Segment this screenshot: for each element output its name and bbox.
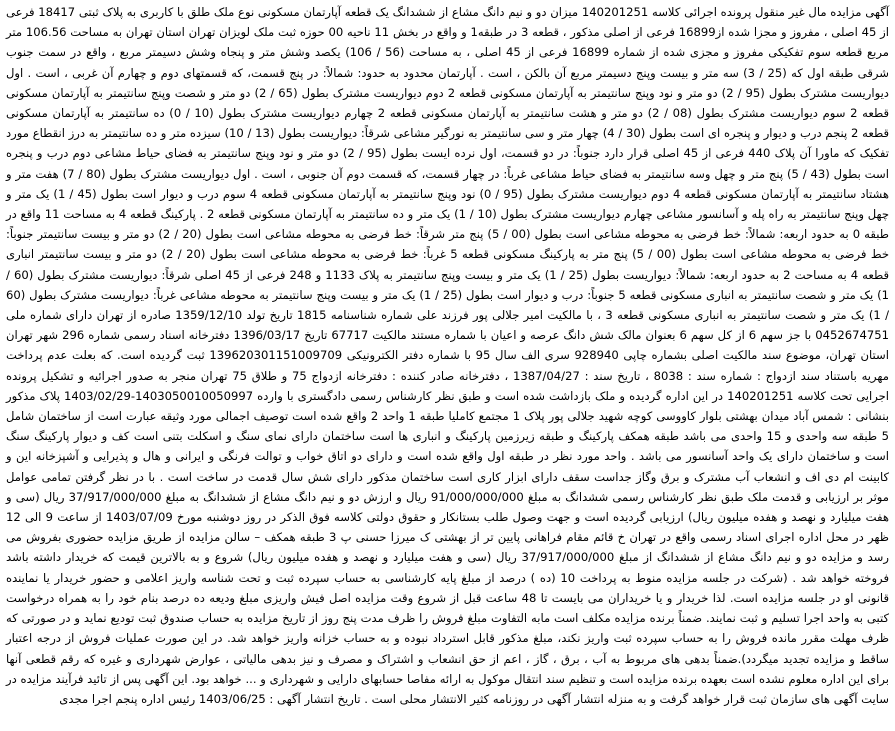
auction-notice-text: آگهی مزایده مال غیر منقول پرونده اجرائی کلاسه 140201251 میزان دو و نیم دانگ مشاع از ششدانگ یک قطعه آپارتمان مسکونی نوع ملک طلق با کاربری به پلاک ثبتی 18417 فرعی از 45 اصلی ، مفروز و مجزا شده از16899 فرعی از اصلی مذکور ، قطعه 3 در طبقه1 و واقع در بخش 11 ناحیه 00 حوزه ثبت ملک لویزان تهران استان تهران به مساحت 106.56 متر مربع قطعه سوم تفکیکی مفروز و مجزی شده از شماره 16899 فرعی از 45 اصلی ، به مساحت (56 / 106) یکصد وشش متر و پنجاه وشش دسیمتر مربع ، واقع در سمت جنوب شرقی طبقه اول که (25 / 3) سه متر و بیست وپنج دسیمتر مربع آن بالکن ، است . آپارتمان محدود به حدود: شمالاً: در پنج قسمت، که قسمتهای دوم و چهارم آن غربی ، است . اول دیواریست مشترک بطول (95 / 2) دو متر و نود وپنج سانتیمتر به آپارتمان مسکونی قطعه 2 دوم دیواریست مشترک بطول (65 / 2) دو متر و شصت وپنج سانتیمتر به آپارتمان مسکونی قطعه 2 سوم دیواریست مشترک بطول (08 / 2) دو متر و هشت سانتیمتر به آپارتمان مسکونی قطعه 2 چهارم دیواریست مشترک بطول (10 / 0) ده سانتیمتر به آپارتمان مسکونی قطعه 2 پنجم درب و دیوار و پنجره ای است بطول (30 / 4) چهار متر و سی سانتیمتر به نورگیر مشاعی شرقاً: دیواریست بطول (13 / 10) سیزده متر و ده سانتیمتر به درز انقطاع مورد تفکیک که ماورا آن پلاک 440 فرعی از 45 اصلی قرار دارد جنوباً: در دو قسمت، اول نرده ایست بطول (95 / 2) دو متر و نود وپنج سانتیمتر به فضای حیاط مشاعی دوم درب و پنجره است بطول (43 / 5) پنج متر و چهل وسه سانتیمتر به فضای حیاط مشاعی غرباً: در چهار قسمت، که قسمت دوم آن جنوبی ، است . اول دیواریست مشترک بطول (80 / 7) هفت متر و هشتاد سانتیمتر به آپارتمان مسکونی قطعه 4 دوم دیواریست مشترک بطول (95 / 0) نود وپنج سانتیمتر به آپارتمان مسکونی قطعه 4 سوم درب و دیوار است بطول (45 / 1) یک متر و چهل وپنج سانتیمتر به راه پله و آسانسور مشاعی چهارم دیواریست مشترک بطول (10 / 1) یک متر و ده سانتیمتر به آپارتمان مسکونی قطعه 2 . پارکینگ قطعه 4 به مساحت 11 واقع در طبقه 0 به حدود اربعه: شمالاً: خط فرضی به محوطه مشاعی است بطول (00 / 5) پنج متر شرقاً: خط فرضی به محوطه مشاعی است بطول (20 / 2) دو متر و بیست سانتیمتر جنوباً: خط فرضی به محوطه مشاعی است بطول (00 / 5) پنج متر به پارکینگ مسکونی قطعه 5 غرباً: خط فرضی به محوطه مشاعی است بطول (20 / 2) دو متر و بیست سانتیمتر انباری قطعه 4 به مساحت 2 به حدود اربعه: شمالاً: دیواریست بطول (25 / 1) یک متر و بیست وپنج سانتیمتر به پلاک 1133 و 248 فرعی از 45 اصلی شرقاً: دیواریست مشترک بطول (60 / 1) یک متر و شصت سانتیمتر به انباری مسکونی قطعه 5 جنوباً: درب و دیوار است بطول (25 / 1) یک متر و بیست وپنج سانتیمتر به محوطه مشاعی غرباً: دیواریست مشترک بطول (60 / 1) یک متر و شصت سانتیمتر به انباری مسکونی قطعه 3 ، با مالکیت امیر جلالی پور فرزند علی شماره شناسنامه 1815 تاریخ تولد 1359/12/10 صادره از تهران دارای شماره ملی 0452674751 با جز سهم 6 از کل سهم 6 بعنوان مالک شش دانگ عرصه و اعیان با شماره مستند مالکیت 67717 تاریخ 1396/03/17 دفترخانه اسناد رسمی شماره 296 شهر تهران استان تهران، موضوع سند مالکیت اصلی بشماره چاپی 928940 سری الف سال 95 با شماره دفتر الکترونیکی 139620301151009709 ثبت گردیده است. که بعلت عدم پرداخت مهریه باستناد سند ازدواج : شماره سند : 8038 ، تاریخ سند : 1387/04/27 ، دفترخانه صادر کننده : دفترخانه ازدواج 75 و طلاق 75 تهران منجر به صدور اجرائیه و تشکیل پرونده اجرایی تحت کلاسه 140201251 در این اداره گردیده و ملک بازداشت شده است و طبق نظر کارشناس رسمی دادگستری با وارده 1403050010050997-1403/02/29 پلاک مذکور بنشانی : شمس آباد میدان بهشتی بلوار کاووسی کوچه شهید جلالی پور پلاک 1 مجتمع کاملیا طبقه 1 واحد 2 واقع شده است توصیف اجمالی مورد وثیقه عبارت است از ساختمان شامل 5 طبقه سه واحدی و 15 واحدی می باشد طبقه همکف پارکینگ و طبقه زیرزمین پارکینگ و انباری ها است ساختمان دارای نمای سنگ و اسکلت بتنی است کف و دیوار پارکینگ سنگ است و ساختمان دارای یک واحد آسانسور می باشد . واحد مورد نظر در طبقه اول واقع شده است و دارای دو اتاق خواب و توالت فرنگی و ایرانی و هال و پذیرایی و آشپزخانه این و کابینت ام دی اف و انشعاب آب مشترک و برق وگاز جداست سقف دارای ابزار کاری است ساختمان مذکور دارای شش سال قدمت در ساخت است . با در نظر گرفتن تمامی عوامل موثر بر ارزیابی و قدمت ملک طبق نظر کارشناس رسمی ششدانگ به مبلغ 91/000/000/000 ریال و ارزش دو و نیم دانگ مشاع از ششدانگ به مبلغ 37/917/000/000 ریال (سی و هفت میلیارد و نهصد و هفده میلیون ریال) ارزیابی گردیده است و جهت وصول طلب بستانکار و حقوق دولتی کلاسه فوق الذکر در روز دوشنبه مورخ 1403/07/09 از ساعت 9 الی 12 ظهر در محل اداره اجرای اسناد رسمی واقع در تهران خ قائم مقام فراهانی پایین تر از بهشتی ک میرزا حسنی پ 3 طبقه همکف – سالن مزایده از طریق مزایده حضوری بفروش می رسد و مزایده دو و نیم دانگ مشاع از ششدانگ از مبلغ 37/917/000/000 ریال (سی و هفت میلیارد و نهصد و هفده میلیون ریال) شروع و به بالاترین قیمت که خریدار داشته باشد فروخته خواهد شد . (شرکت در جلسه مزایده منوط به پرداخت 10 (ده ) درصد از مبلغ پایه کارشناسی به حساب سپرده ثبت و تحت شناسه واریز اعلامی و حضور خریدار یا نماینده قانونی او در جلسه مزایده است. لذا خریدار و یا خریداران می بایست تا 48 ساعت قبل از شروع وقت مزایده اصل فیش واریزی مبلغ ودیعه ده درصد بنام خود را به همراه درخواست کتبی به واحد اجرا تسلیم و ثبت نمایند. ضمناً برنده مزایده مکلف است مابه التفاوت مبلغ فروش را ظرف مدت پنج روز از تاریخ مزایده به حساب صندوق ثبت تودیع نماید و در صورتی که ظرف مهلت مقرر مانده فروش را به حساب سپرده ثبت واریز نکند، مبلغ مذکور قابل استرداد نبوده و به حساب خزانه واریز خواهد شد. در این صورت عملیات فروش از درجه اعتبار ساقط و مزایده تجدید میگردد).ضمناً بدهی های مربوط به آب ، برق ، گاز ، اعم از حق انشعاب و اشتراک و مصرف و نیز بدهی مالیاتی ، عوارض شهرداری و غیره که رقم قطعی آنها برای این اداره معلوم نشده است بعهده برنده مزایده است و تنظیم سند انتقال موکول به ارائه مفاصا حسابهای دارایی و شهرداری و ... خواهد بود. این آگهی پس از تائید فرآیند مزایده در سایت آگهی های سازمان ثبت قرار خواهد گرفت و به منزله انتشار آگهی در روزنامه کثیر الانتشار محلی است . تاریخ انتشار آگهی : 1403/06/25 رئیس اداره پنجم اجرا مجدی (6, 5, 890, 706)
